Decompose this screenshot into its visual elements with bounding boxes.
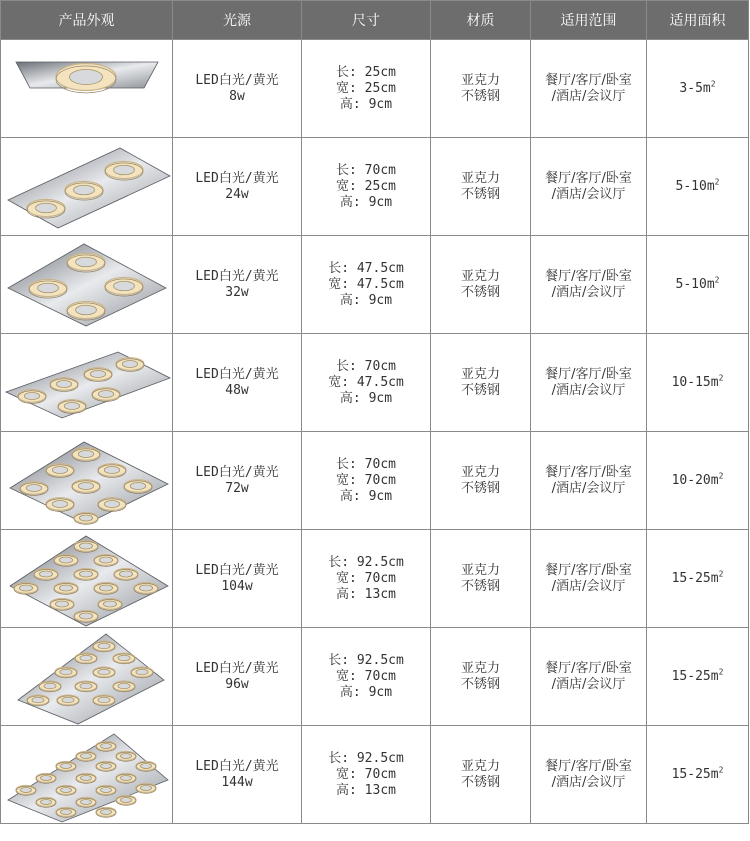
material-line: 不锈钢: [460, 284, 500, 300]
material-line: 不锈钢: [460, 578, 500, 594]
table-row: [1, 530, 749, 628]
scope-cell: [531, 726, 647, 824]
size-height: 高: 9cm: [339, 292, 393, 308]
size-height: 高: 9cm: [339, 488, 393, 504]
area-cell: [647, 138, 749, 236]
light-source-cell: [173, 726, 302, 824]
light-source-cell: [173, 40, 302, 138]
light-ring: [20, 482, 48, 496]
size-height: 高: 9cm: [339, 96, 393, 112]
size-width: 宽: 70cm: [336, 668, 396, 684]
ceiling-lamp-4-rings-image: [2, 236, 172, 333]
light-ring: [74, 569, 98, 581]
size-length: 长: 70cm: [336, 358, 396, 374]
area-value: 15-25m: [671, 668, 719, 684]
ceiling-lamp-18-rings-image: [2, 726, 172, 823]
light-type: LED白光/黄光: [195, 464, 279, 480]
size-length: 长: 25cm: [336, 64, 396, 80]
area-value: 5-10m: [675, 178, 715, 194]
mounting-plate: [18, 634, 164, 724]
ceiling-lamp-12-rings-image: [2, 628, 172, 725]
mounting-plate: [6, 352, 170, 418]
header-material: 材质: [431, 1, 531, 40]
light-type: LED白光/黄光: [195, 660, 279, 676]
scope-cell: [531, 40, 647, 138]
product-image-cell: [1, 40, 173, 138]
scope-line: 餐厅/客厅/卧室: [545, 660, 632, 676]
light-source-cell: [173, 432, 302, 530]
power: 72w: [225, 480, 249, 496]
light-ring: [98, 599, 122, 611]
area-value: 5-10m: [675, 276, 715, 292]
light-source-cell: [173, 236, 302, 334]
size-height: 高: 13cm: [336, 586, 396, 602]
light-ring: [98, 464, 126, 478]
scope-cell: [531, 530, 647, 628]
size-cell: [302, 432, 431, 530]
scope-line: 餐厅/客厅/卧室: [545, 170, 632, 186]
light-ring: [46, 498, 74, 512]
light-source-cell: [173, 334, 302, 432]
area-unit-power: 2: [718, 373, 724, 383]
size-cell: [302, 236, 431, 334]
size-width: 宽: 70cm: [336, 766, 396, 782]
light-ring: [92, 388, 120, 402]
light-ring: [74, 541, 98, 553]
light-source-cell: [173, 530, 302, 628]
light-ring: [18, 390, 46, 404]
power: 144w: [221, 774, 253, 790]
power: 48w: [225, 382, 249, 398]
light-ring: [74, 611, 98, 623]
material-cell: [431, 432, 531, 530]
size-height: 高: 9cm: [339, 684, 393, 700]
light-ring: [76, 798, 96, 808]
light-ring: [54, 555, 78, 567]
product-image-cell: [1, 334, 173, 432]
light-ring: [124, 480, 152, 494]
light-ring: [96, 742, 116, 752]
size-height: 高: 9cm: [339, 194, 393, 210]
area-value: 3-5m: [679, 80, 711, 96]
scope-line: /酒店/会议厅: [551, 578, 626, 594]
light-source-cell: [173, 628, 302, 726]
light-ring: [131, 667, 153, 678]
size-width: 宽: 25cm: [336, 178, 396, 194]
light-ring: [46, 464, 74, 478]
scope-line: /酒店/会议厅: [551, 284, 626, 300]
material-cell: [431, 628, 531, 726]
light-ring: [84, 368, 112, 382]
product-image-cell: [1, 726, 173, 824]
material-line: 不锈钢: [460, 676, 500, 692]
light-ring: [96, 786, 116, 796]
light-ring: [50, 378, 78, 392]
table-header-row: [1, 1, 749, 40]
product-image-cell: [1, 138, 173, 236]
light-type: LED白光/黄光: [195, 72, 279, 88]
light-type: LED白光/黄光: [195, 758, 279, 774]
light-ring: [58, 400, 86, 414]
size-width: 宽: 47.5cm: [328, 374, 404, 390]
light-ring: [56, 786, 76, 796]
power: 8w: [229, 88, 245, 104]
table-row: [1, 628, 749, 726]
scope-line: 餐厅/客厅/卧室: [545, 72, 632, 88]
scope-line: 餐厅/客厅/卧室: [545, 758, 632, 774]
ceiling-lamp-9-rings-image: [2, 432, 172, 529]
product-image-cell: [1, 530, 173, 628]
light-ring: [116, 358, 144, 372]
light-ring: [72, 448, 100, 462]
product-image-cell: [1, 432, 173, 530]
material-line: 不锈钢: [460, 382, 500, 398]
light-type: LED白光/黄光: [195, 366, 279, 382]
header-appearance: 产品外观: [1, 1, 173, 40]
scope-line: /酒店/会议厅: [551, 774, 626, 790]
light-ring: [76, 752, 96, 762]
ceiling-lamp-1-ring-image: [2, 40, 172, 137]
material-line: 亚克力: [460, 72, 500, 88]
table-row: [1, 726, 749, 824]
size-height: 高: 13cm: [336, 782, 396, 798]
material-line: 亚克力: [460, 562, 500, 578]
light-ring: [56, 64, 116, 93]
light-ring: [55, 667, 77, 678]
material-line: 亚克力: [460, 660, 500, 676]
material-cell: [431, 138, 531, 236]
light-ring: [96, 808, 116, 818]
product-image-cell: [1, 628, 173, 726]
scope-line: /酒店/会议厅: [551, 88, 626, 104]
table-row: [1, 334, 749, 432]
area-value: 10-20m: [671, 472, 719, 488]
material-cell: [431, 334, 531, 432]
light-ring: [75, 653, 97, 664]
light-ring: [94, 555, 118, 567]
material-line: 亚克力: [460, 268, 500, 284]
ceiling-lamp-6-rings-image: [2, 334, 172, 431]
scope-line: /酒店/会议厅: [551, 186, 626, 202]
material-line: 不锈钢: [460, 88, 500, 104]
light-ring: [93, 641, 115, 652]
material-line: 亚克力: [460, 464, 500, 480]
area-cell: [647, 40, 749, 138]
light-type: LED白光/黄光: [195, 170, 279, 186]
table-row: [1, 432, 749, 530]
area-value: 10-15m: [671, 374, 719, 390]
light-ring: [72, 480, 100, 494]
light-ring: [56, 762, 76, 772]
size-length: 长: 92.5cm: [328, 652, 404, 668]
ceiling-lamp-3-rings-image: [2, 138, 172, 235]
area-cell: [647, 628, 749, 726]
size-cell: [302, 40, 431, 138]
light-ring: [14, 583, 38, 595]
area-unit-power: 2: [710, 79, 716, 89]
power: 104w: [221, 578, 253, 594]
light-ring: [57, 695, 79, 706]
size-cell: [302, 334, 431, 432]
light-ring: [134, 583, 158, 595]
size-cell: [302, 530, 431, 628]
light-ring: [16, 786, 36, 796]
scope-line: /酒店/会议厅: [551, 676, 626, 692]
size-cell: [302, 628, 431, 726]
header-size: 尺寸: [302, 1, 431, 40]
light-ring: [50, 599, 74, 611]
light-ring: [74, 513, 98, 525]
ceiling-lamp-13-rings-image: [2, 530, 172, 627]
area-unit-power: 2: [714, 275, 720, 285]
scope-cell: [531, 628, 647, 726]
area-cell: [647, 432, 749, 530]
light-ring: [36, 774, 56, 784]
scope-cell: [531, 432, 647, 530]
size-length: 长: 70cm: [336, 162, 396, 178]
table-row: [1, 236, 749, 334]
power: 32w: [225, 284, 249, 300]
area-cell: [647, 726, 749, 824]
scope-cell: [531, 236, 647, 334]
scope-line: /酒店/会议厅: [551, 382, 626, 398]
area-cell: [647, 236, 749, 334]
light-ring: [96, 762, 116, 772]
area-value: 15-25m: [671, 570, 719, 586]
light-ring: [54, 583, 78, 595]
area-cell: [647, 334, 749, 432]
size-length: 长: 92.5cm: [328, 750, 404, 766]
light-ring: [36, 798, 56, 808]
light-ring: [136, 784, 156, 794]
light-ring: [39, 681, 61, 692]
size-width: 宽: 25cm: [336, 80, 396, 96]
table-row: [1, 40, 749, 138]
light-ring: [76, 774, 96, 784]
product-image-cell: [1, 236, 173, 334]
light-source-cell: [173, 138, 302, 236]
light-ring: [34, 569, 58, 581]
size-cell: [302, 138, 431, 236]
scope-line: 餐厅/客厅/卧室: [545, 562, 632, 578]
scope-line: 餐厅/客厅/卧室: [545, 268, 632, 284]
area-value: 15-25m: [671, 766, 719, 782]
size-cell: [302, 726, 431, 824]
power: 24w: [225, 186, 249, 202]
light-ring: [113, 681, 135, 692]
light-ring: [116, 774, 136, 784]
material-line: 不锈钢: [460, 186, 500, 202]
light-ring: [75, 681, 97, 692]
size-width: 宽: 70cm: [336, 472, 396, 488]
area-unit-power: 2: [718, 667, 724, 677]
material-line: 亚克力: [460, 758, 500, 774]
light-ring: [93, 695, 115, 706]
area-unit-power: 2: [718, 569, 724, 579]
size-length: 长: 70cm: [336, 456, 396, 472]
light-ring: [114, 569, 138, 581]
light-type: LED白光/黄光: [195, 268, 279, 284]
area-unit-power: 2: [714, 177, 720, 187]
size-height: 高: 9cm: [339, 390, 393, 406]
light-ring: [116, 796, 136, 806]
size-length: 长: 47.5cm: [328, 260, 404, 276]
scope-line: /酒店/会议厅: [551, 480, 626, 496]
material-cell: [431, 726, 531, 824]
size-width: 宽: 70cm: [336, 570, 396, 586]
material-line: 不锈钢: [460, 774, 500, 790]
scope-cell: [531, 334, 647, 432]
power: 96w: [225, 676, 249, 692]
light-ring: [27, 695, 49, 706]
light-ring: [98, 498, 126, 512]
size-length: 长: 92.5cm: [328, 554, 404, 570]
scope-line: 餐厅/客厅/卧室: [545, 366, 632, 382]
material-line: 亚克力: [460, 366, 500, 382]
header-scope: 适用范围: [531, 1, 647, 40]
area-unit-power: 2: [718, 765, 724, 775]
material-cell: [431, 40, 531, 138]
material-line: 不锈钢: [460, 480, 500, 496]
scope-cell: [531, 138, 647, 236]
size-width: 宽: 47.5cm: [328, 276, 404, 292]
material-cell: [431, 530, 531, 628]
material-line: 亚克力: [460, 170, 500, 186]
table-row: [1, 138, 749, 236]
light-ring: [116, 752, 136, 762]
light-ring: [93, 667, 115, 678]
scope-line: 餐厅/客厅/卧室: [545, 464, 632, 480]
header-area: 适用面积: [647, 1, 749, 40]
area-unit-power: 2: [718, 471, 724, 481]
material-cell: [431, 236, 531, 334]
light-ring: [94, 583, 118, 595]
light-ring: [56, 808, 76, 818]
header-light-source: 光源: [173, 1, 302, 40]
light-ring: [113, 653, 135, 664]
light-ring: [136, 762, 156, 772]
area-cell: [647, 530, 749, 628]
light-type: LED白光/黄光: [195, 562, 279, 578]
